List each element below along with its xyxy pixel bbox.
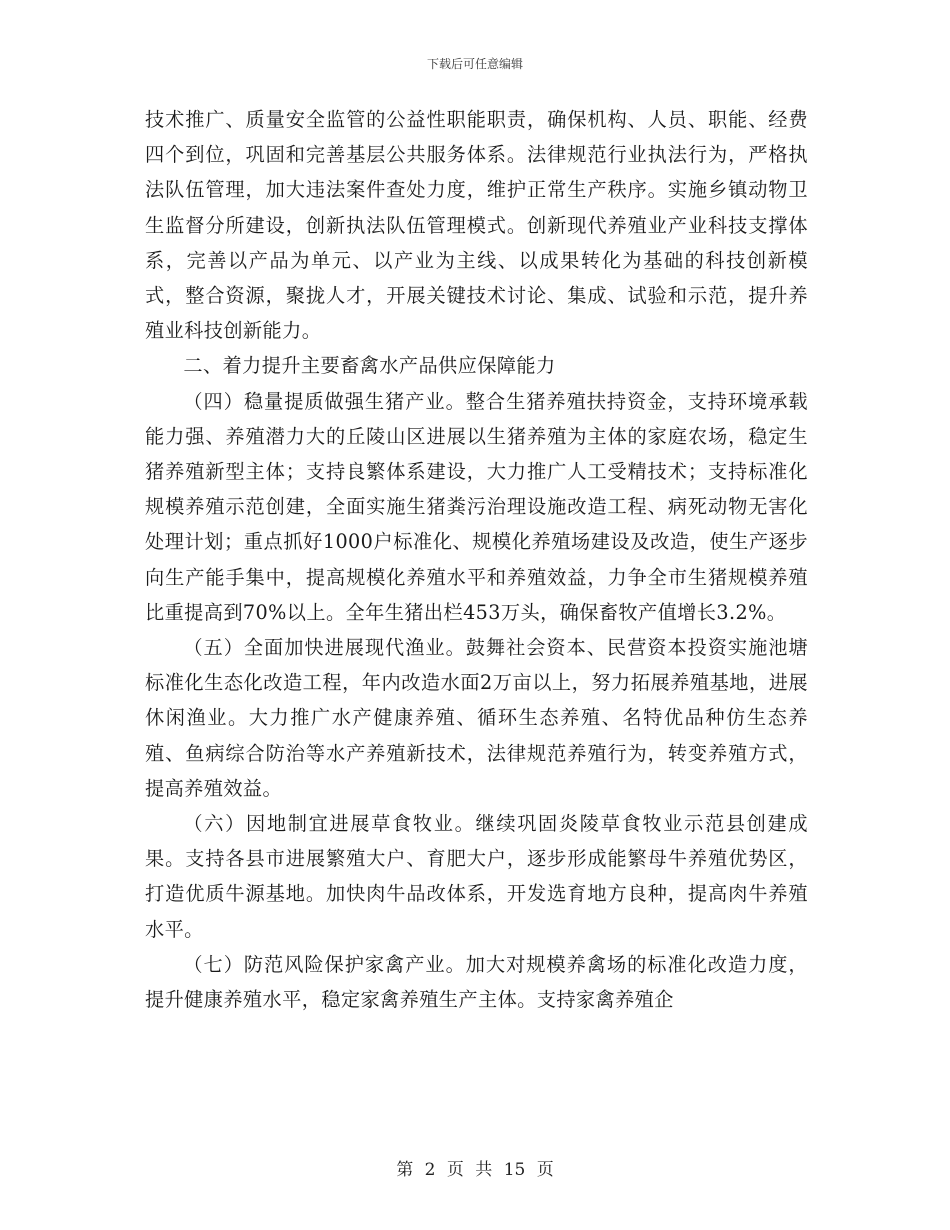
paragraph-herbivore: （六）因地制宜进展草食牧业。继续巩固炎陵草食牧业示范县创建成果。支持各县市进展繁殖大户、育肥大户，逐步形成能繁母牛养殖优势区，打造优质牛源基地。加快肉牛品改体系，开发选育地方良种，提高肉牛养殖水平。	[145, 812, 808, 941]
page-header: 下载后可任意编辑	[426, 57, 523, 71]
document-body	[145, 102, 808, 1017]
paragraph-continuation: 技术推广、质量安全监管的公益性职能职责，确保机构、人员、职能、经费四个到位，巩固和完善基层公共服务体系。法律规范行业执法行为，严格执法队伍管理，加大违法案件查处力度，维护正常生产秩序。实施乡镇动物卫生监督分所建设，创新执法队伍管理模式。创新现代养殖业产业科技支撑体系，完善以产品为单元、以产业为主线、以成果转化为基础的科技创新模式，整合资源，聚拢人才，开展关键技术讨论、集成、试验和示范，提升养殖业科技创新能力。	[145, 108, 808, 343]
paragraph-poultry: （七）防范风险保护家禽产业。加大对规模养禽场的标准化改造力度，提升健康养殖水平，稳定家禽养殖生产主体。支持家禽养殖企	[145, 952, 808, 1012]
paragraph-fishery: （五）全面加快进展现代渔业。鼓舞社会资本、民营资本投资实施池塘标准化生态化改造工程，年内改造水面2万亩以上，努力拓展养殖基地，进展休闲渔业。大力推广水产健康养殖、循环生态养殖、名特优品种仿生态养殖、鱼病综合防治等水产养殖新技术，法律规范养殖行为，转变养殖方式，提高养殖效益。	[145, 636, 808, 800]
section-heading: 二、着力提升主要畜禽水产品供应保障能力	[183, 354, 556, 378]
paragraph-pig-industry: （四）稳量提质做强生猪产业。整合生猪养殖扶持资金，支持环境承载能力强、养殖潜力大的丘陵山区进展以生猪养殖为主体的家庭农场，稳定生猪养殖新型主体；支持良繁体系建设，大力推广人工受精技术；支持标准化规模养殖示范创建，全面实施生猪粪污治理设施改造工程、病死动物无害化处理计划；重点抓好1000户标准化、规模化养殖场建设及改造，使生产逐步向生产能手集中，提高规模化养殖水平和养殖效益，力争全市生猪规模养殖比重提高到70%以上。全年生猪出栏453万头，确保畜牧产值增长3.2%。	[145, 389, 808, 624]
page-footer: 第 2 页 共 15 页	[396, 1160, 554, 1180]
